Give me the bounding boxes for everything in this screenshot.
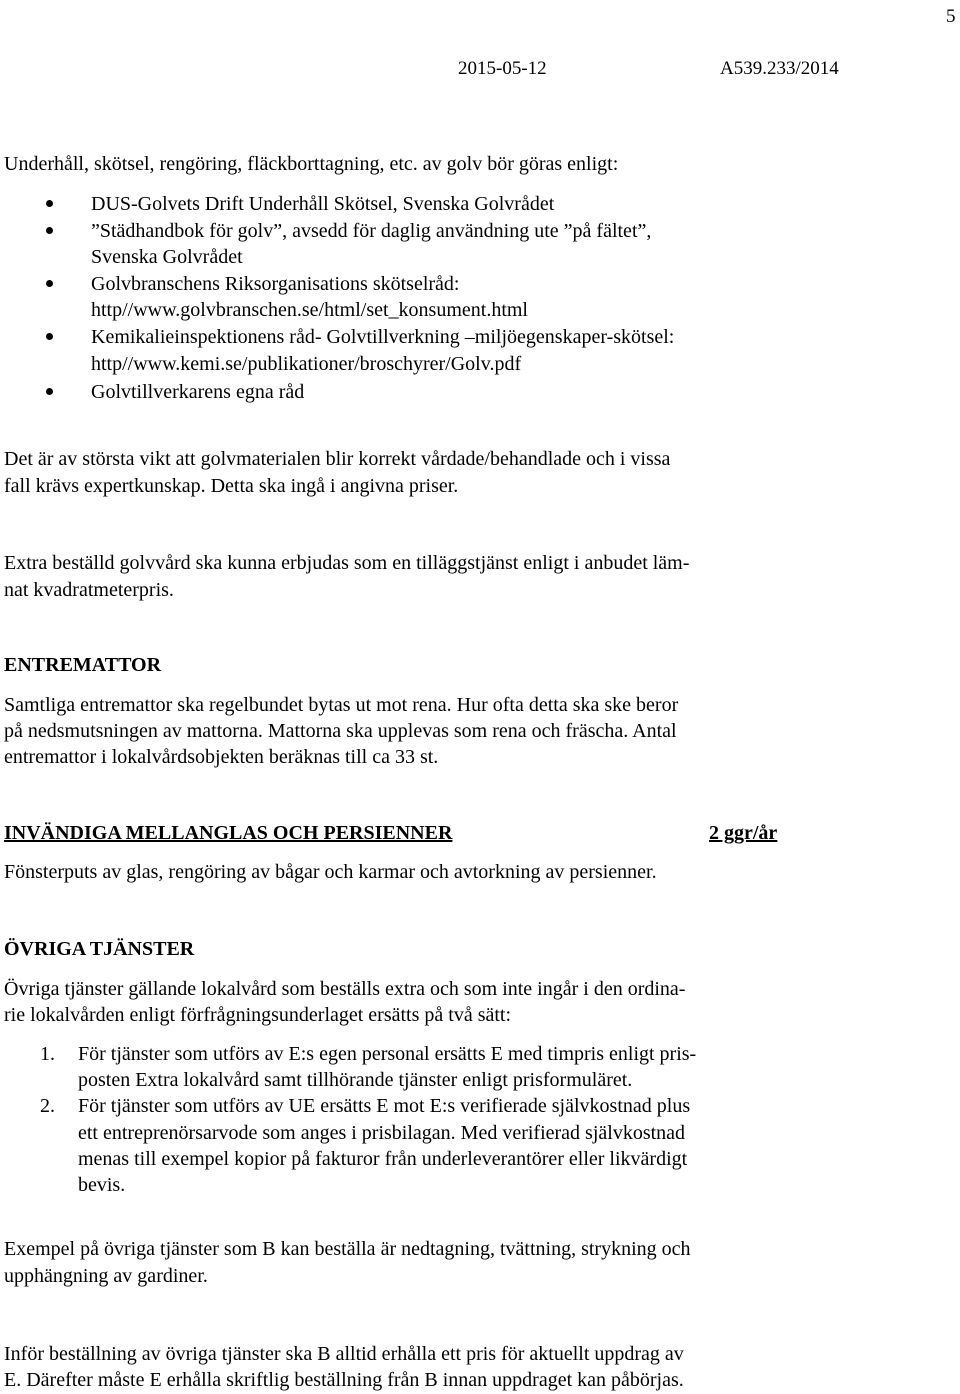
section-heading-entrance-mats: ENTREMATTOR — [4, 654, 162, 676]
paragraph-line: Övriga tjänster gällande lokalvård som beställs extra och som inte ingår i den ordina- — [4, 978, 686, 1000]
document-date: 2015-05-12 — [458, 58, 547, 79]
paragraph-line: på nedsmutsningen av mattorna. Mattorna ska upplevas som rena och fräscha. Antal — [4, 720, 677, 742]
paragraph-line: fall krävs expertkunskap. Detta ska ingå i angivna priser. — [4, 475, 459, 497]
list-item: För tjänster som utförs av E:s egen personal ersätts E med timpris enligt pris- — [78, 1043, 697, 1065]
paragraph-line: Fönsterputs av glas, rengöring av bågar och karmar och avtorkning av persienner. — [4, 861, 657, 883]
paragraph-line: entremattor i lokalvårdsobjekten beräknas till ca 33 st. — [4, 746, 439, 768]
paragraph-line: Exempel på övriga tjänster som B kan beställa är nedtagning, tvättning, strykning och — [4, 1238, 691, 1260]
bullet-icon — [46, 333, 53, 340]
list-item-continuation: bevis. — [78, 1174, 126, 1196]
bullet-icon — [46, 280, 53, 287]
document-reference: A539.233/2014 — [720, 58, 839, 79]
list-item-continuation: posten Extra lokalvård samt tillhörande tjänster enligt prisformuläret. — [78, 1069, 633, 1091]
paragraph-line: upphängning av gardiner. — [4, 1265, 208, 1287]
list-item: ”Städhandbok för golv”, avsedd för daglig användning ute ”på fältet”, — [91, 220, 652, 242]
list-item-url: http//www.kemi.se/publikationer/broschyrer/Golv.pdf — [91, 353, 522, 375]
bullet-icon — [46, 200, 53, 207]
section-heading-other-services: ÖVRIGA TJÄNSTER — [4, 938, 195, 960]
paragraph-line: Samtliga entremattor ska regelbundet bytas ut mot rena. Hur ofta detta ska ske beror — [4, 694, 679, 716]
paragraph-line: Inför beställning av övriga tjänster ska B alltid erhålla ett pris för aktuellt uppdrag av — [4, 1343, 684, 1365]
list-item-continuation: ett entreprenörsarvode som anges i prisbilagan. Med verifierad självkostnad — [78, 1122, 686, 1144]
section-heading-interior-glass: INVÄNDIGA MELLANGLAS OCH PERSIENNER — [4, 822, 453, 844]
page-number: 5 — [946, 6, 956, 27]
list-item-url: http//www.golvbranschen.se/html/set_konsument.html — [91, 299, 528, 321]
paragraph-line: Extra beställd golvvård ska kunna erbjudas som en tilläggstjänst enligt i anbudet läm- — [4, 552, 690, 574]
list-item: Golvbranschens Riksorganisations skötselråd: — [91, 273, 460, 295]
bullet-icon — [46, 388, 53, 395]
list-item-continuation: Svenska Golvrådet — [91, 246, 243, 268]
paragraph-line: E. Därefter måste E erhålla skriftlig beställning från B innan uppdraget kan påbörjas. — [4, 1369, 684, 1391]
paragraph-line: nat kvadratmeterpris. — [4, 579, 174, 601]
list-item-continuation: menas till exempel kopior på fakturor från underleverantörer eller likvärdigt — [78, 1148, 688, 1170]
list-number: 1. — [40, 1043, 55, 1065]
list-item: Golvtillverkarens egna råd — [91, 381, 305, 403]
list-number: 2. — [40, 1095, 55, 1117]
list-item: Kemikalieinspektionens råd- Golvtillverkning –miljöegenskaper-skötsel: — [91, 326, 675, 348]
list-item: DUS-Golvets Drift Underhåll Skötsel, Svenska Golvrådet — [91, 193, 555, 215]
list-item: För tjänster som utförs av UE ersätts E mot E:s verifierade självkostnad plus — [78, 1095, 691, 1117]
paragraph-line: Det är av största vikt att golvmaterialen blir korrekt vårdade/behandlade och i vissa — [4, 448, 671, 470]
floor-care-intro: Underhåll, skötsel, rengöring, fläckborttagning, etc. av golv bör göras enligt: — [4, 153, 619, 175]
paragraph-line: rie lokalvården enligt förfrågningsunderlaget ersätts på två sätt: — [4, 1004, 512, 1026]
frequency-label: 2 ggr/år — [709, 822, 778, 844]
bullet-icon — [46, 227, 53, 234]
